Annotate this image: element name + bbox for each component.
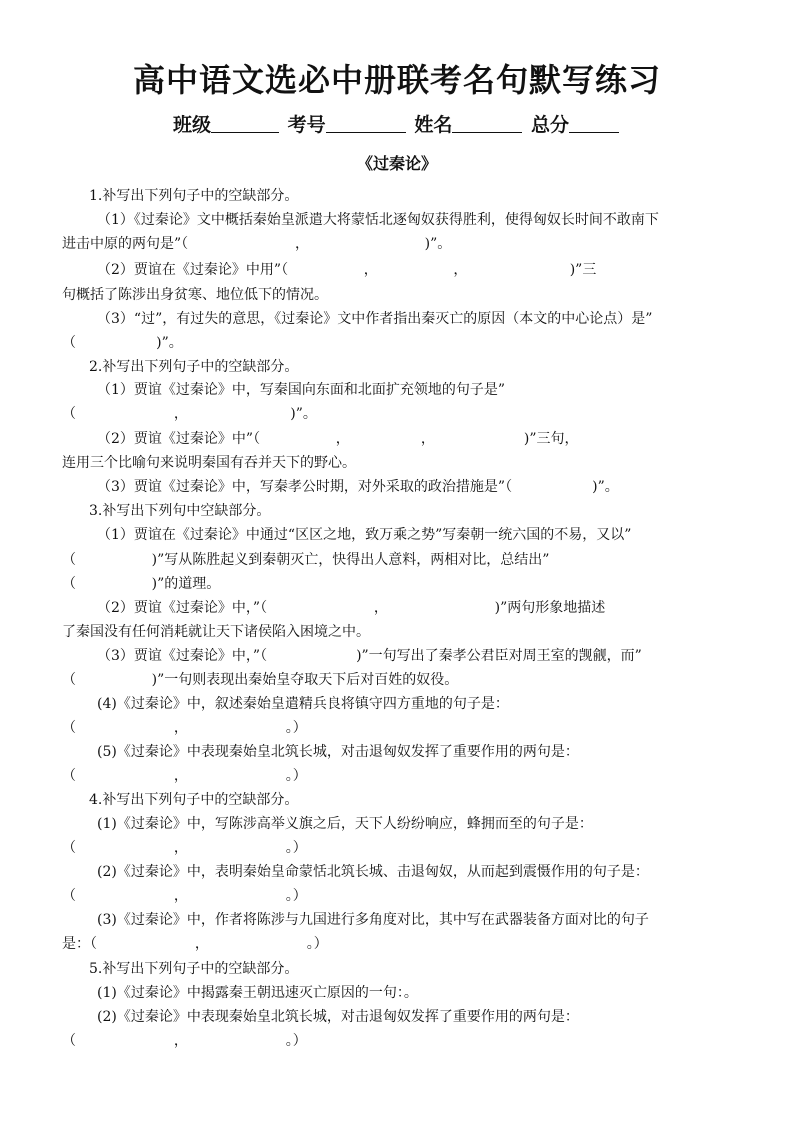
question-text: (1)《过秦论》中揭露秦王朝迅速灭亡原因的一句：。 <box>97 985 418 1001</box>
question-text: （2）贾谊在《过秦论》中用”（ ， ， )”三 <box>97 262 597 278</box>
question-text: （ ， )”。 <box>62 406 317 422</box>
question-text: 进击中原的两句是”（ ， )”。 <box>62 236 452 252</box>
question-text: （2）贾谊《过秦论》中”（ ， ， )”三句， <box>97 431 579 447</box>
question-text: 了秦国没有任何消耗就让天下诸侯陷入困境之中。 <box>62 624 370 640</box>
section-title: 《过秦论》 <box>356 154 437 173</box>
question-text: 连用三个比喻句来说明秦国有吞并天下的野心。 <box>62 455 356 471</box>
question-text: (5)《过秦论》中表现秦始皇北筑长城，对击退匈奴发挥了重要作用的两句是： <box>97 744 579 760</box>
question-text: （1）贾谊《过秦论》中，写秦国向东面和北面扩充领地的句子是” <box>97 382 506 398</box>
class-label: 班级 <box>173 114 212 136</box>
answer-line: （ ， 。） <box>62 720 307 736</box>
answer-line: （ ， 。） <box>62 1033 307 1049</box>
question-text: 句概括了陈涉出身贫寒、地位低下的情况。 <box>62 287 328 303</box>
question-text: （2）贾谊《过秦论》中，”（ ， )”两句形象地描述 <box>97 600 606 616</box>
question-text: （1）贾谊在《过秦论》中通过“区区之地，致万乘之势”写秦朝一统六国的不易，又以” <box>97 527 632 543</box>
answer-line: （ ， 。） <box>62 888 307 904</box>
question-text: （1）《过秦论》文中概括秦始皇派遣大将蒙恬北逐匈奴获得胜利，使得匈奴长时间不敢南下 <box>97 212 659 228</box>
question-text: （3）贾谊《过秦论》中，写秦孝公时期，对外采取的政治措施是”（ )”。 <box>97 479 619 495</box>
question-heading: 5.补写出下列句子中的空缺部分。 <box>89 961 299 977</box>
exam-number-label: 考号 <box>287 114 326 136</box>
name-label: 姓名 <box>414 114 453 136</box>
question-text: (2)《过秦论》中，表明秦始皇命蒙恬北筑长城、击退匈奴，从而起到震慑作用的句子是： <box>97 864 649 880</box>
class-blank[interactable] <box>211 112 279 133</box>
student-info-row <box>0 112 794 138</box>
question-heading: 2.补写出下列句子中的空缺部分。 <box>89 359 299 375</box>
score-blank[interactable] <box>569 112 619 133</box>
answer-line: （ ， 。） <box>62 840 307 856</box>
question-text: （3）贾谊《过秦论》中，”（ )”一句写出了秦孝公君臣对周王室的觊觎，而” <box>97 648 642 664</box>
question-text: （ )”写从陈胜起义到秦朝灭亡，快得出人意料，两相对比，总结出” <box>62 552 550 568</box>
question-text: (1)《过秦论》中，写陈涉高举义旗之后，天下人纷纷响应，蜂拥而至的句子是： <box>97 816 593 832</box>
question-heading: 3.补写出下列句中空缺部分。 <box>89 503 271 519</box>
question-text: （ )”的道理。 <box>62 576 221 592</box>
question-heading: 1.补写出下列句子中的空缺部分。 <box>89 188 299 204</box>
question-text: （ )”。 <box>62 335 183 351</box>
name-blank[interactable] <box>452 112 522 133</box>
answer-line: （ ， 。） <box>62 768 307 784</box>
answer-line: 是：（ ， 。） <box>62 936 328 952</box>
worksheet-title: 高中语文选必中册联考名句默写练习 <box>132 61 661 99</box>
score-label: 总分 <box>530 114 569 136</box>
question-text: (4)《过秦论》中，叙述秦始皇遣精兵良将镇守四方重地的句子是： <box>97 696 509 712</box>
question-text: （ )”一句则表现出秦始皇夺取天下后对百姓的奴役。 <box>62 672 459 688</box>
question-text: (2)《过秦论》中表现秦始皇北筑长城，对击退匈奴发挥了重要作用的两句是： <box>97 1009 579 1025</box>
question-text: (3)《过秦论》中，作者将陈涉与九国进行多角度对比，其中写在武器装备方面对比的句子 <box>97 912 649 928</box>
question-text: （3）“过”，有过失的意思，《过秦论》文中作者指出秦灭亡的原因（本文的中心论点）是” <box>97 311 653 327</box>
exam-number-blank[interactable] <box>326 112 406 133</box>
question-heading: 4.补写出下列句子中的空缺部分。 <box>89 792 299 808</box>
